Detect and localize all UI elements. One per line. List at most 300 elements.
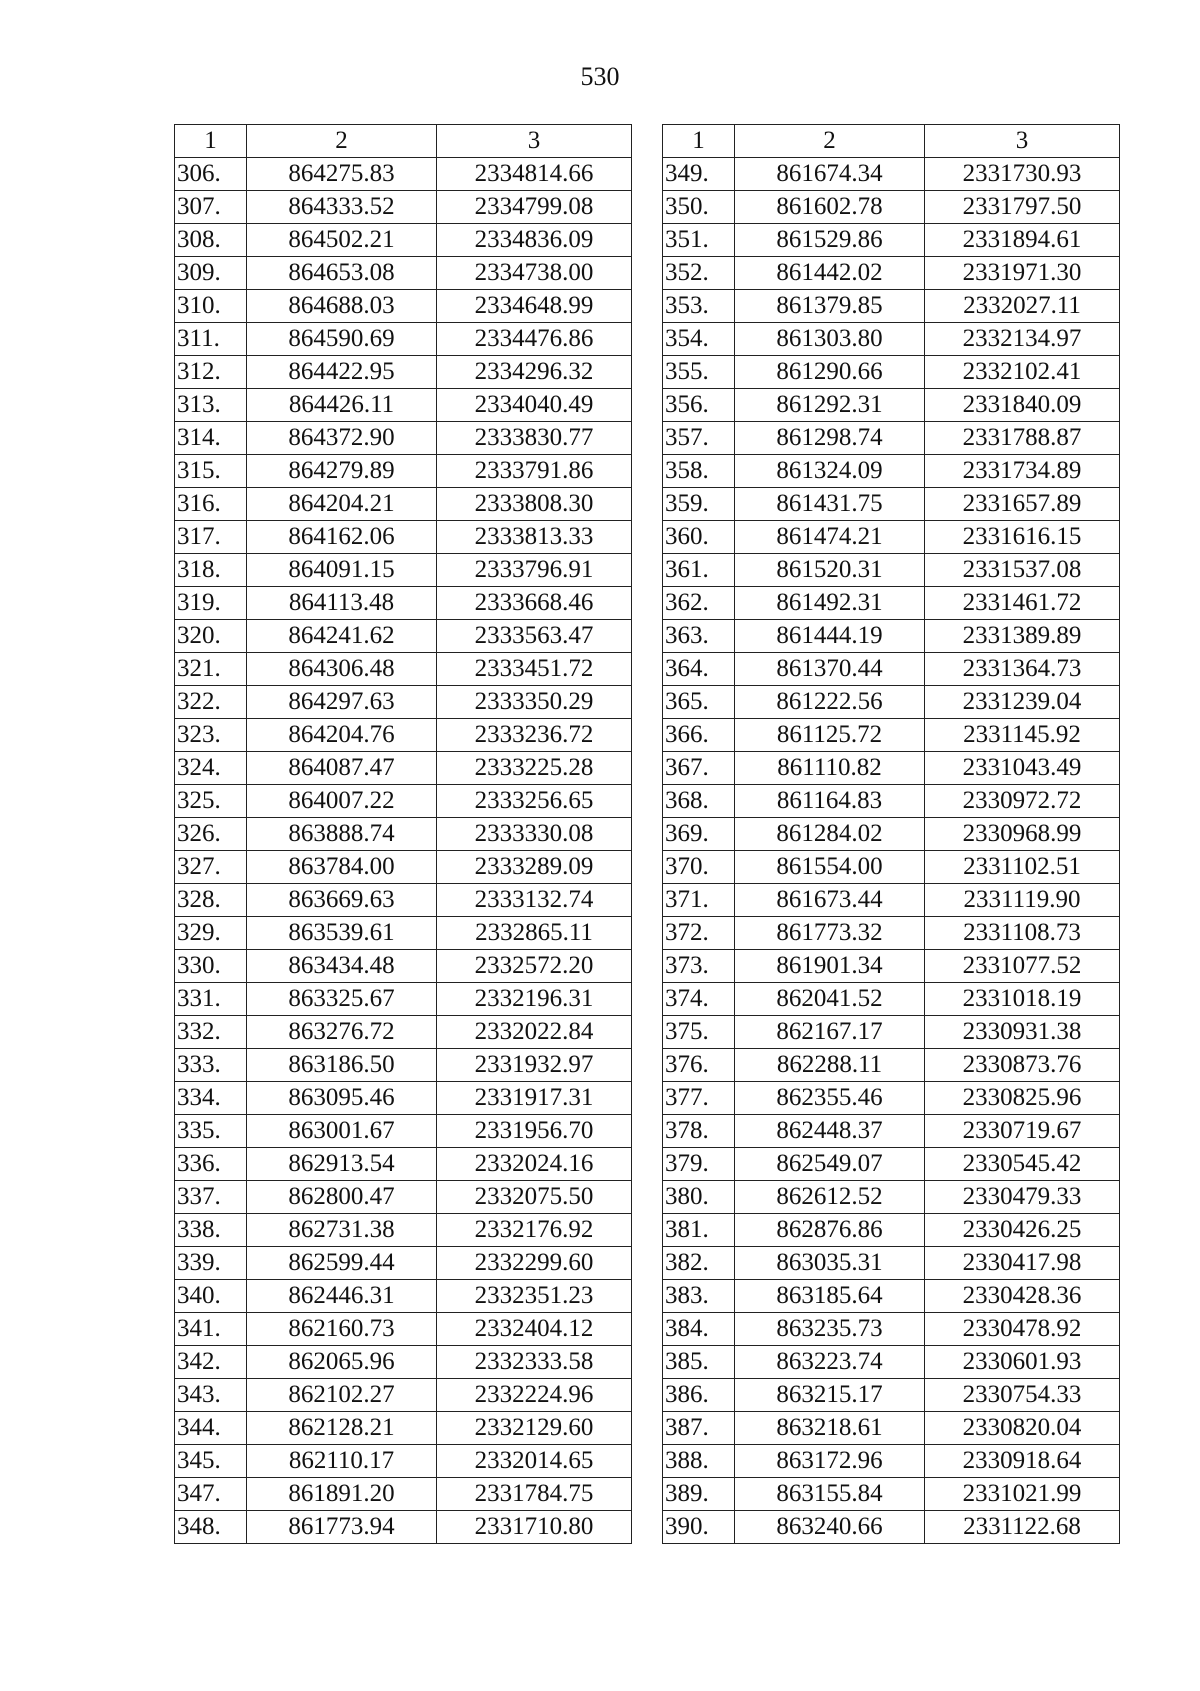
y-coordinate-cell: 2334040.49 <box>437 389 632 422</box>
x-coordinate-cell: 863539.61 <box>247 917 437 950</box>
table-body <box>663 158 1120 1544</box>
y-coordinate-cell: 2331710.80 <box>437 1511 632 1544</box>
x-coordinate-cell: 863185.64 <box>735 1280 925 1313</box>
table-row <box>663 818 1120 851</box>
table-row <box>175 1082 632 1115</box>
x-coordinate-cell: 861379.85 <box>735 290 925 323</box>
table-row <box>175 587 632 620</box>
x-coordinate-cell: 861529.86 <box>735 224 925 257</box>
y-coordinate-cell: 2334476.86 <box>437 323 632 356</box>
x-coordinate-cell: 863001.67 <box>247 1115 437 1148</box>
row-number-cell: 324. <box>175 752 247 785</box>
x-coordinate-cell: 861303.80 <box>735 323 925 356</box>
x-coordinate-cell: 864113.48 <box>247 587 437 620</box>
x-coordinate-cell: 861222.56 <box>735 686 925 719</box>
row-number-cell: 354. <box>663 323 735 356</box>
table-row <box>175 224 632 257</box>
table-row <box>175 1280 632 1313</box>
coordinates-table-right <box>662 124 1120 1544</box>
x-coordinate-cell: 863434.48 <box>247 950 437 983</box>
table-row <box>663 1346 1120 1379</box>
row-number-cell: 357. <box>663 422 735 455</box>
y-coordinate-cell: 2331537.08 <box>925 554 1120 587</box>
table-row <box>175 554 632 587</box>
y-coordinate-cell: 2330479.33 <box>925 1181 1120 1214</box>
y-coordinate-cell: 2331734.89 <box>925 455 1120 488</box>
row-number-cell: 360. <box>663 521 735 554</box>
y-coordinate-cell: 2330972.72 <box>925 785 1120 818</box>
table-row <box>663 884 1120 917</box>
x-coordinate-cell: 861891.20 <box>247 1478 437 1511</box>
x-coordinate-cell: 863218.61 <box>735 1412 925 1445</box>
row-number-cell: 345. <box>175 1445 247 1478</box>
y-coordinate-cell: 2330417.98 <box>925 1247 1120 1280</box>
y-coordinate-cell: 2333791.86 <box>437 455 632 488</box>
column-header-x: 2 <box>247 125 437 158</box>
row-number-cell: 333. <box>175 1049 247 1082</box>
x-coordinate-cell: 861110.82 <box>735 752 925 785</box>
x-coordinate-cell: 861324.09 <box>735 455 925 488</box>
x-coordinate-cell: 864091.15 <box>247 554 437 587</box>
y-coordinate-cell: 2331971.30 <box>925 257 1120 290</box>
x-coordinate-cell: 862599.44 <box>247 1247 437 1280</box>
x-coordinate-cell: 864241.62 <box>247 620 437 653</box>
table-row <box>175 521 632 554</box>
row-number-cell: 344. <box>175 1412 247 1445</box>
row-number-cell: 377. <box>663 1082 735 1115</box>
table-row <box>175 785 632 818</box>
row-number-cell: 355. <box>663 356 735 389</box>
y-coordinate-cell: 2331043.49 <box>925 752 1120 785</box>
table-row <box>175 917 632 950</box>
table-row <box>175 1445 632 1478</box>
y-coordinate-cell: 2331894.61 <box>925 224 1120 257</box>
row-number-cell: 343. <box>175 1379 247 1412</box>
table-row <box>175 1181 632 1214</box>
y-coordinate-cell: 2334799.08 <box>437 191 632 224</box>
table-row <box>663 1214 1120 1247</box>
y-coordinate-cell: 2331917.31 <box>437 1082 632 1115</box>
y-coordinate-cell: 2330918.64 <box>925 1445 1120 1478</box>
table-row <box>175 356 632 389</box>
y-coordinate-cell: 2333289.09 <box>437 851 632 884</box>
x-coordinate-cell: 862549.07 <box>735 1148 925 1181</box>
table-row <box>663 620 1120 653</box>
row-number-cell: 388. <box>663 1445 735 1478</box>
row-number-cell: 321. <box>175 653 247 686</box>
table-row <box>175 422 632 455</box>
y-coordinate-cell: 2331657.89 <box>925 488 1120 521</box>
x-coordinate-cell: 863035.31 <box>735 1247 925 1280</box>
table-row <box>663 257 1120 290</box>
table-row <box>663 1280 1120 1313</box>
x-coordinate-cell: 861773.32 <box>735 917 925 950</box>
y-coordinate-cell: 2332351.23 <box>437 1280 632 1313</box>
row-number-cell: 316. <box>175 488 247 521</box>
table-row <box>663 422 1120 455</box>
table-row <box>175 719 632 752</box>
row-number-cell: 307. <box>175 191 247 224</box>
row-number-cell: 358. <box>663 455 735 488</box>
row-number-cell: 318. <box>175 554 247 587</box>
table-row <box>663 686 1120 719</box>
row-number-cell: 361. <box>663 554 735 587</box>
x-coordinate-cell: 864590.69 <box>247 323 437 356</box>
table-row <box>663 917 1120 950</box>
y-coordinate-cell: 2330968.99 <box>925 818 1120 851</box>
x-coordinate-cell: 862128.21 <box>247 1412 437 1445</box>
y-coordinate-cell: 2332404.12 <box>437 1313 632 1346</box>
x-coordinate-cell: 861773.94 <box>247 1511 437 1544</box>
x-coordinate-cell: 861164.83 <box>735 785 925 818</box>
row-number-cell: 326. <box>175 818 247 851</box>
y-coordinate-cell: 2331788.87 <box>925 422 1120 455</box>
row-number-cell: 385. <box>663 1346 735 1379</box>
table-row <box>663 554 1120 587</box>
row-number-cell: 341. <box>175 1313 247 1346</box>
x-coordinate-cell: 862102.27 <box>247 1379 437 1412</box>
row-number-cell: 367. <box>663 752 735 785</box>
y-coordinate-cell: 2332027.11 <box>925 290 1120 323</box>
y-coordinate-cell: 2333236.72 <box>437 719 632 752</box>
y-coordinate-cell: 2331021.99 <box>925 1478 1120 1511</box>
x-coordinate-cell: 862612.52 <box>735 1181 925 1214</box>
table-row <box>175 1214 632 1247</box>
x-coordinate-cell: 863186.50 <box>247 1049 437 1082</box>
y-coordinate-cell: 2331932.97 <box>437 1049 632 1082</box>
y-coordinate-cell: 2332102.41 <box>925 356 1120 389</box>
row-number-cell: 373. <box>663 950 735 983</box>
table-row <box>175 1511 632 1544</box>
y-coordinate-cell: 2333813.33 <box>437 521 632 554</box>
x-coordinate-cell: 864653.08 <box>247 257 437 290</box>
row-number-cell: 330. <box>175 950 247 983</box>
table-row <box>663 1247 1120 1280</box>
table-row <box>663 389 1120 422</box>
table-row <box>663 785 1120 818</box>
column-header-number: 1 <box>663 125 735 158</box>
y-coordinate-cell: 2333830.77 <box>437 422 632 455</box>
row-number-cell: 339. <box>175 1247 247 1280</box>
x-coordinate-cell: 862167.17 <box>735 1016 925 1049</box>
row-number-cell: 323. <box>175 719 247 752</box>
x-coordinate-cell: 864426.11 <box>247 389 437 422</box>
table-row <box>175 884 632 917</box>
table-row <box>175 620 632 653</box>
row-number-cell: 384. <box>663 1313 735 1346</box>
table-row <box>175 1379 632 1412</box>
table-row <box>663 1511 1120 1544</box>
column-header-number: 1 <box>175 125 247 158</box>
y-coordinate-cell: 2332572.20 <box>437 950 632 983</box>
row-number-cell: 322. <box>175 686 247 719</box>
table-row <box>663 983 1120 1016</box>
row-number-cell: 362. <box>663 587 735 620</box>
y-coordinate-cell: 2331784.75 <box>437 1478 632 1511</box>
x-coordinate-cell: 861520.31 <box>735 554 925 587</box>
x-coordinate-cell: 864087.47 <box>247 752 437 785</box>
x-coordinate-cell: 861674.34 <box>735 158 925 191</box>
y-coordinate-cell: 2331616.15 <box>925 521 1120 554</box>
table-row <box>175 686 632 719</box>
row-number-cell: 313. <box>175 389 247 422</box>
row-number-cell: 351. <box>663 224 735 257</box>
x-coordinate-cell: 861602.78 <box>735 191 925 224</box>
x-coordinate-cell: 863888.74 <box>247 818 437 851</box>
x-coordinate-cell: 864502.21 <box>247 224 437 257</box>
y-coordinate-cell: 2332333.58 <box>437 1346 632 1379</box>
row-number-cell: 374. <box>663 983 735 1016</box>
x-coordinate-cell: 864204.21 <box>247 488 437 521</box>
row-number-cell: 353. <box>663 290 735 323</box>
table-row <box>175 1049 632 1082</box>
y-coordinate-cell: 2332224.96 <box>437 1379 632 1412</box>
coordinates-table-left <box>174 124 632 1544</box>
y-coordinate-cell: 2331389.89 <box>925 620 1120 653</box>
row-number-cell: 366. <box>663 719 735 752</box>
y-coordinate-cell: 2331239.04 <box>925 686 1120 719</box>
y-coordinate-cell: 2334648.99 <box>437 290 632 323</box>
table-row <box>175 1115 632 1148</box>
x-coordinate-cell: 861292.31 <box>735 389 925 422</box>
x-coordinate-cell: 864306.48 <box>247 653 437 686</box>
row-number-cell: 390. <box>663 1511 735 1544</box>
x-coordinate-cell: 861284.02 <box>735 818 925 851</box>
x-coordinate-cell: 861554.00 <box>735 851 925 884</box>
table-row <box>663 356 1120 389</box>
row-number-cell: 336. <box>175 1148 247 1181</box>
row-number-cell: 376. <box>663 1049 735 1082</box>
table-row <box>663 851 1120 884</box>
row-number-cell: 389. <box>663 1478 735 1511</box>
x-coordinate-cell: 862446.31 <box>247 1280 437 1313</box>
row-number-cell: 312. <box>175 356 247 389</box>
row-number-cell: 371. <box>663 884 735 917</box>
row-number-cell: 325. <box>175 785 247 818</box>
row-number-cell: 359. <box>663 488 735 521</box>
y-coordinate-cell: 2333796.91 <box>437 554 632 587</box>
row-number-cell: 314. <box>175 422 247 455</box>
y-coordinate-cell: 2330820.04 <box>925 1412 1120 1445</box>
y-coordinate-cell: 2332196.31 <box>437 983 632 1016</box>
row-number-cell: 387. <box>663 1412 735 1445</box>
row-number-cell: 310. <box>175 290 247 323</box>
y-coordinate-cell: 2330545.42 <box>925 1148 1120 1181</box>
row-number-cell: 309. <box>175 257 247 290</box>
y-coordinate-cell: 2333225.28 <box>437 752 632 785</box>
row-number-cell: 308. <box>175 224 247 257</box>
row-number-cell: 370. <box>663 851 735 884</box>
row-number-cell: 319. <box>175 587 247 620</box>
page-number: 530 <box>580 62 620 91</box>
x-coordinate-cell: 861901.34 <box>735 950 925 983</box>
row-number-cell: 383. <box>663 1280 735 1313</box>
row-number-cell: 386. <box>663 1379 735 1412</box>
row-number-cell: 372. <box>663 917 735 950</box>
table-row <box>175 290 632 323</box>
row-number-cell: 320. <box>175 620 247 653</box>
row-number-cell: 329. <box>175 917 247 950</box>
x-coordinate-cell: 862065.96 <box>247 1346 437 1379</box>
table-row <box>663 653 1120 686</box>
table-row <box>663 521 1120 554</box>
y-coordinate-cell: 2331077.52 <box>925 950 1120 983</box>
x-coordinate-cell: 861492.31 <box>735 587 925 620</box>
y-coordinate-cell: 2332299.60 <box>437 1247 632 1280</box>
x-coordinate-cell: 862876.86 <box>735 1214 925 1247</box>
y-coordinate-cell: 2330873.76 <box>925 1049 1120 1082</box>
x-coordinate-cell: 862448.37 <box>735 1115 925 1148</box>
y-coordinate-cell: 2331145.92 <box>925 719 1120 752</box>
table-row <box>175 257 632 290</box>
x-coordinate-cell: 864372.90 <box>247 422 437 455</box>
table-row <box>663 158 1120 191</box>
table-row <box>663 224 1120 257</box>
y-coordinate-cell: 2330426.25 <box>925 1214 1120 1247</box>
x-coordinate-cell: 863784.00 <box>247 851 437 884</box>
row-number-cell: 365. <box>663 686 735 719</box>
x-coordinate-cell: 862288.11 <box>735 1049 925 1082</box>
x-coordinate-cell: 863235.73 <box>735 1313 925 1346</box>
y-coordinate-cell: 2331102.51 <box>925 851 1120 884</box>
x-coordinate-cell: 864279.89 <box>247 455 437 488</box>
x-coordinate-cell: 862355.46 <box>735 1082 925 1115</box>
y-coordinate-cell: 2331018.19 <box>925 983 1120 1016</box>
x-coordinate-cell: 861290.66 <box>735 356 925 389</box>
y-coordinate-cell: 2332014.65 <box>437 1445 632 1478</box>
y-coordinate-cell: 2333350.29 <box>437 686 632 719</box>
table-row <box>175 1148 632 1181</box>
x-coordinate-cell: 864007.22 <box>247 785 437 818</box>
y-coordinate-cell: 2330825.96 <box>925 1082 1120 1115</box>
y-coordinate-cell: 2333330.08 <box>437 818 632 851</box>
y-coordinate-cell: 2333563.47 <box>437 620 632 653</box>
row-number-cell: 340. <box>175 1280 247 1313</box>
row-number-cell: 331. <box>175 983 247 1016</box>
column-header-y: 3 <box>437 125 632 158</box>
x-coordinate-cell: 861474.21 <box>735 521 925 554</box>
x-coordinate-cell: 864297.63 <box>247 686 437 719</box>
y-coordinate-cell: 2331119.90 <box>925 884 1120 917</box>
x-coordinate-cell: 863325.67 <box>247 983 437 1016</box>
y-coordinate-cell: 2332075.50 <box>437 1181 632 1214</box>
x-coordinate-cell: 863155.84 <box>735 1478 925 1511</box>
row-number-cell: 368. <box>663 785 735 818</box>
x-coordinate-cell: 863669.63 <box>247 884 437 917</box>
x-coordinate-cell: 864275.83 <box>247 158 437 191</box>
table-row <box>175 950 632 983</box>
row-number-cell: 381. <box>663 1214 735 1247</box>
y-coordinate-cell: 2331840.09 <box>925 389 1120 422</box>
row-number-cell: 328. <box>175 884 247 917</box>
x-coordinate-cell: 861125.72 <box>735 719 925 752</box>
row-number-cell: 347. <box>175 1478 247 1511</box>
y-coordinate-cell: 2333256.65 <box>437 785 632 818</box>
row-number-cell: 369. <box>663 818 735 851</box>
x-coordinate-cell: 863276.72 <box>247 1016 437 1049</box>
table-row <box>663 455 1120 488</box>
table-row <box>175 191 632 224</box>
row-number-cell: 335. <box>175 1115 247 1148</box>
y-coordinate-cell: 2332129.60 <box>437 1412 632 1445</box>
row-number-cell: 382. <box>663 1247 735 1280</box>
table-row <box>175 1412 632 1445</box>
x-coordinate-cell: 864162.06 <box>247 521 437 554</box>
x-coordinate-cell: 862731.38 <box>247 1214 437 1247</box>
table-row <box>175 488 632 521</box>
row-number-cell: 379. <box>663 1148 735 1181</box>
y-coordinate-cell: 2331797.50 <box>925 191 1120 224</box>
y-coordinate-cell: 2330754.33 <box>925 1379 1120 1412</box>
table-row <box>663 290 1120 323</box>
row-number-cell: 349. <box>663 158 735 191</box>
table-row <box>175 1313 632 1346</box>
table-body <box>175 158 632 1544</box>
row-number-cell: 337. <box>175 1181 247 1214</box>
y-coordinate-cell: 2332022.84 <box>437 1016 632 1049</box>
y-coordinate-cell: 2333808.30 <box>437 488 632 521</box>
table-row <box>663 1478 1120 1511</box>
y-coordinate-cell: 2334296.32 <box>437 356 632 389</box>
table-row <box>663 1445 1120 1478</box>
table-row <box>663 1379 1120 1412</box>
table-row <box>663 1313 1120 1346</box>
y-coordinate-cell: 2333132.74 <box>437 884 632 917</box>
row-number-cell: 342. <box>175 1346 247 1379</box>
y-coordinate-cell: 2332865.11 <box>437 917 632 950</box>
table-row <box>175 983 632 1016</box>
table-row <box>175 389 632 422</box>
table-row <box>175 323 632 356</box>
row-number-cell: 364. <box>663 653 735 686</box>
row-number-cell: 327. <box>175 851 247 884</box>
table-row <box>663 1082 1120 1115</box>
table-header-row <box>663 125 1120 158</box>
x-coordinate-cell: 864688.03 <box>247 290 437 323</box>
table-row <box>175 752 632 785</box>
row-number-cell: 306. <box>175 158 247 191</box>
table-row <box>663 488 1120 521</box>
x-coordinate-cell: 861444.19 <box>735 620 925 653</box>
table-row <box>175 818 632 851</box>
y-coordinate-cell: 2331461.72 <box>925 587 1120 620</box>
y-coordinate-cell: 2331956.70 <box>437 1115 632 1148</box>
table-row <box>175 1346 632 1379</box>
table-row <box>663 587 1120 620</box>
x-coordinate-cell: 861673.44 <box>735 884 925 917</box>
x-coordinate-cell: 863223.74 <box>735 1346 925 1379</box>
table-row <box>663 323 1120 356</box>
y-coordinate-cell: 2332134.97 <box>925 323 1120 356</box>
table-row <box>663 1115 1120 1148</box>
x-coordinate-cell: 862110.17 <box>247 1445 437 1478</box>
row-number-cell: 352. <box>663 257 735 290</box>
y-coordinate-cell: 2331108.73 <box>925 917 1120 950</box>
y-coordinate-cell: 2333451.72 <box>437 653 632 686</box>
y-coordinate-cell: 2330719.67 <box>925 1115 1120 1148</box>
y-coordinate-cell: 2334814.66 <box>437 158 632 191</box>
y-coordinate-cell: 2330428.36 <box>925 1280 1120 1313</box>
table-row <box>175 851 632 884</box>
y-coordinate-cell: 2332024.16 <box>437 1148 632 1181</box>
table-row <box>175 1016 632 1049</box>
row-number-cell: 338. <box>175 1214 247 1247</box>
table-row <box>175 1478 632 1511</box>
x-coordinate-cell: 863172.96 <box>735 1445 925 1478</box>
table-row <box>175 455 632 488</box>
row-number-cell: 332. <box>175 1016 247 1049</box>
row-number-cell: 380. <box>663 1181 735 1214</box>
